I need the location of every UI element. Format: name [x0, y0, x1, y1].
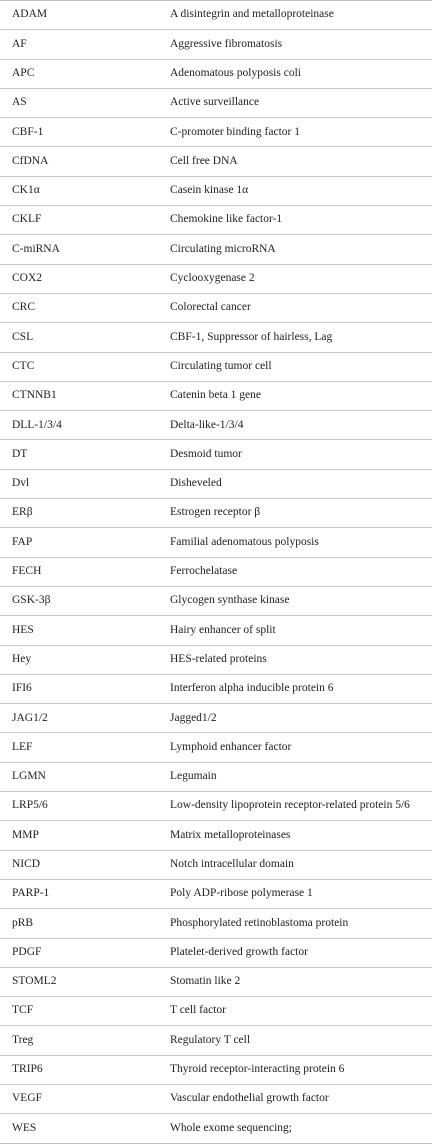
- table-row: [0, 176, 432, 205]
- table-row: [0, 30, 432, 59]
- abbreviation-definition: A disintegrin and metalloproteinase: [158, 1, 432, 30]
- abbreviation-term: LGMN: [0, 762, 158, 791]
- abbreviation-definition: Aggressive fibromatosis: [158, 30, 432, 59]
- table-row: [0, 557, 432, 586]
- abbreviation-definition: Circulating microRNA: [158, 235, 432, 264]
- table-row: [0, 792, 432, 821]
- abbreviation-definition: Disheveled: [158, 469, 432, 498]
- abbreviation-term: Dvl: [0, 469, 158, 498]
- table-row: [0, 528, 432, 557]
- abbreviation-term: CKLF: [0, 206, 158, 235]
- abbreviation-definition: Notch intracellular domain: [158, 850, 432, 879]
- table-row: [0, 59, 432, 88]
- table-row: [0, 909, 432, 938]
- abbreviation-definition: Casein kinase 1α: [158, 176, 432, 205]
- abbreviation-definition: Desmoid tumor: [158, 440, 432, 469]
- abbreviation-term: AF: [0, 30, 158, 59]
- abbreviation-term: FECH: [0, 557, 158, 586]
- abbreviation-definition: Lymphoid enhancer factor: [158, 733, 432, 762]
- table-row: [0, 440, 432, 469]
- table-row: [0, 1055, 432, 1084]
- abbreviation-definition: Phosphorylated retinoblastoma protein: [158, 909, 432, 938]
- abbreviation-term: DLL-1/3/4: [0, 411, 158, 440]
- abbreviation-definition: Circulating tumor cell: [158, 352, 432, 381]
- abbreviation-term: TRIP6: [0, 1055, 158, 1084]
- table-row: [0, 645, 432, 674]
- table-row: [0, 411, 432, 440]
- abbreviation-term: VEGF: [0, 1084, 158, 1113]
- abbreviation-term: CK1α: [0, 176, 158, 205]
- table-row: [0, 938, 432, 967]
- abbreviation-term: HES: [0, 616, 158, 645]
- table-row: [0, 879, 432, 908]
- table-row: [0, 997, 432, 1026]
- abbreviation-term: CBF-1: [0, 118, 158, 147]
- abbreviation-definition: Estrogen receptor β: [158, 499, 432, 528]
- table-row: [0, 1026, 432, 1055]
- abbreviation-term: CTC: [0, 352, 158, 381]
- table-row: [0, 1114, 432, 1143]
- abbreviation-term: CTNNB1: [0, 381, 158, 410]
- abbreviation-definition: Delta-like-1/3/4: [158, 411, 432, 440]
- abbreviation-definition: Interferon alpha inducible protein 6: [158, 674, 432, 703]
- abbreviation-definition: Low-density lipoprotein receptor-related protein 5/6: [158, 792, 432, 821]
- table-row: [0, 967, 432, 996]
- abbreviation-term: PDGF: [0, 938, 158, 967]
- table-row: [0, 323, 432, 352]
- abbreviation-definition: Adenomatous polyposis coli: [158, 59, 432, 88]
- abbreviation-term: JAG1/2: [0, 704, 158, 733]
- abbreviation-definition: Catenin beta 1 gene: [158, 381, 432, 410]
- table-row: [0, 586, 432, 615]
- abbreviation-definition: CBF-1, Suppressor of hairless, Lag: [158, 323, 432, 352]
- table-row: [0, 499, 432, 528]
- table-row: [0, 293, 432, 322]
- table-row: [0, 264, 432, 293]
- abbreviation-term: FAP: [0, 528, 158, 557]
- abbreviation-definition: T cell factor: [158, 997, 432, 1026]
- abbreviation-term: ERβ: [0, 499, 158, 528]
- abbreviation-definition: Jagged1/2: [158, 704, 432, 733]
- abbreviation-term: Hey: [0, 645, 158, 674]
- table-row: [0, 704, 432, 733]
- abbreviation-term: STOML2: [0, 967, 158, 996]
- abbreviation-definition: C-promoter binding factor 1: [158, 118, 432, 147]
- table-row: [0, 1084, 432, 1113]
- abbreviation-definition: Colorectal cancer: [158, 293, 432, 322]
- abbreviation-definition: Hairy enhancer of split: [158, 616, 432, 645]
- abbreviations-table-body: [0, 1, 432, 1144]
- abbreviation-definition: Platelet-derived growth factor: [158, 938, 432, 967]
- abbreviation-term: C-miRNA: [0, 235, 158, 264]
- table-row: [0, 821, 432, 850]
- abbreviation-definition: Cyclooxygenase 2: [158, 264, 432, 293]
- abbreviation-term: CRC: [0, 293, 158, 322]
- abbreviation-term: WES: [0, 1114, 158, 1143]
- abbreviation-term: GSK-3β: [0, 586, 158, 615]
- abbreviation-term: CfDNA: [0, 147, 158, 176]
- abbreviation-term: ADAM: [0, 1, 158, 30]
- table-row: [0, 762, 432, 791]
- table-row: [0, 616, 432, 645]
- abbreviation-definition: HES-related proteins: [158, 645, 432, 674]
- abbreviation-term: DT: [0, 440, 158, 469]
- table-row: [0, 381, 432, 410]
- abbreviation-definition: Active surveillance: [158, 88, 432, 117]
- abbreviation-definition: Thyroid receptor-interacting protein 6: [158, 1055, 432, 1084]
- table-row: [0, 206, 432, 235]
- abbreviation-definition: Vascular endothelial growth factor: [158, 1084, 432, 1113]
- table-row: [0, 1, 432, 30]
- abbreviation-term: Treg: [0, 1026, 158, 1055]
- table-row: [0, 147, 432, 176]
- abbreviation-definition: Stomatin like 2: [158, 967, 432, 996]
- abbreviation-term: LRP5/6: [0, 792, 158, 821]
- abbreviation-definition: Matrix metalloproteinases: [158, 821, 432, 850]
- abbreviation-term: pRB: [0, 909, 158, 938]
- abbreviation-term: COX2: [0, 264, 158, 293]
- abbreviation-definition: Poly ADP-ribose polymerase 1: [158, 879, 432, 908]
- abbreviation-term: LEF: [0, 733, 158, 762]
- abbreviation-definition: Legumain: [158, 762, 432, 791]
- table-row: [0, 235, 432, 264]
- table-row: [0, 850, 432, 879]
- table-row: [0, 118, 432, 147]
- abbreviation-term: MMP: [0, 821, 158, 850]
- abbreviation-term: PARP-1: [0, 879, 158, 908]
- abbreviation-definition: Chemokine like factor-1: [158, 206, 432, 235]
- abbreviation-term: IFI6: [0, 674, 158, 703]
- abbreviation-term: CSL: [0, 323, 158, 352]
- table-row: [0, 469, 432, 498]
- abbreviation-definition: Whole exome sequencing;: [158, 1114, 432, 1143]
- abbreviation-definition: Ferrochelatase: [158, 557, 432, 586]
- abbreviation-term: TCF: [0, 997, 158, 1026]
- table-row: [0, 352, 432, 381]
- abbreviation-definition: Familial adenomatous polyposis: [158, 528, 432, 557]
- abbreviation-term: APC: [0, 59, 158, 88]
- abbreviation-definition: Glycogen synthase kinase: [158, 586, 432, 615]
- abbreviation-term: AS: [0, 88, 158, 117]
- abbreviation-term: NICD: [0, 850, 158, 879]
- table-row: [0, 733, 432, 762]
- abbreviation-definition: Regulatory T cell: [158, 1026, 432, 1055]
- abbreviation-definition: Cell free DNA: [158, 147, 432, 176]
- table-row: [0, 88, 432, 117]
- table-row: [0, 674, 432, 703]
